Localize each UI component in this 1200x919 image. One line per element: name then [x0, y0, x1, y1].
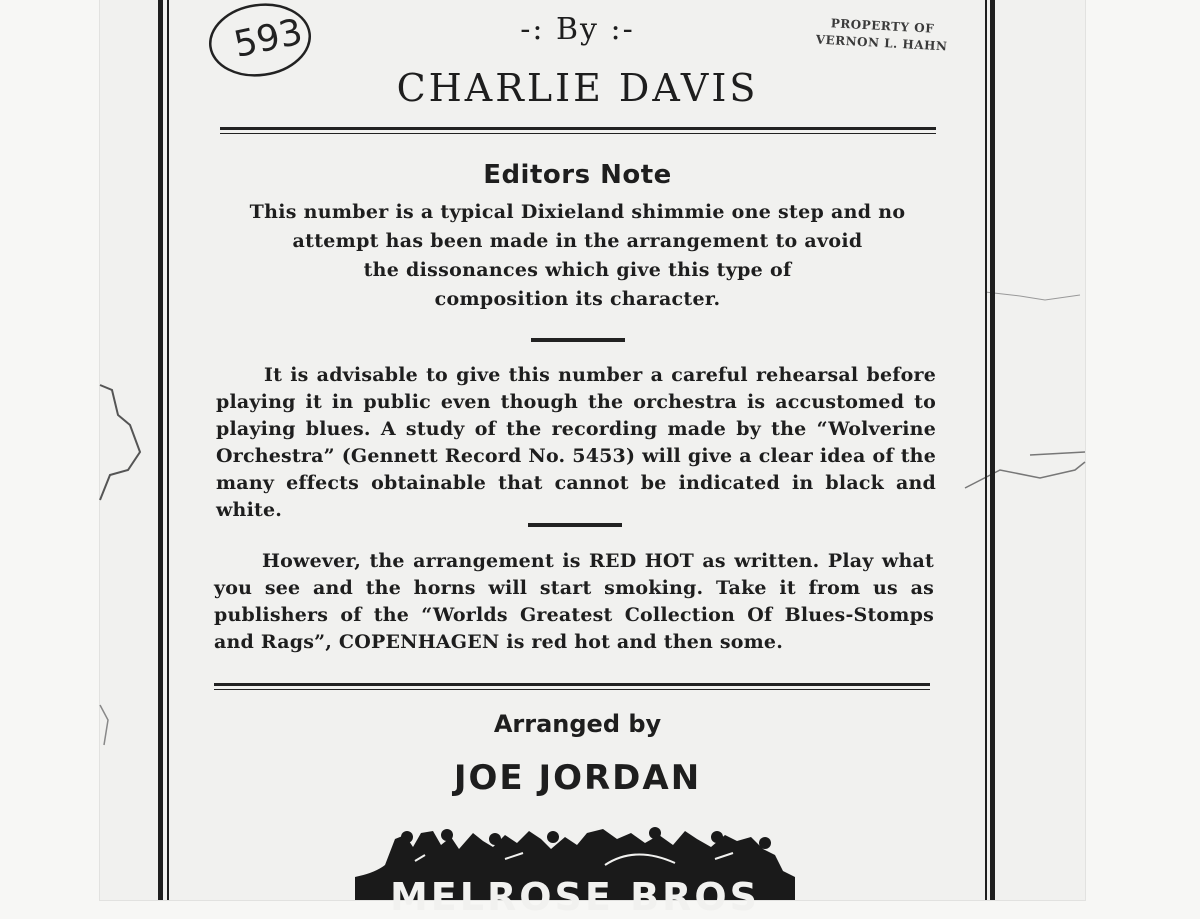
- editors-note-heading: Editors Note: [483, 160, 672, 190]
- divider-top: [220, 127, 936, 134]
- note-line: attempt has been made in the arrangement to avoid: [292, 230, 863, 252]
- border-line-left-outer: [158, 0, 163, 900]
- stamp-line-2: VERNON L. HAHN: [815, 32, 948, 54]
- border-line-right-inner: [985, 0, 987, 900]
- handwritten-number-text: 593: [230, 11, 307, 66]
- arranger-name: JOE JORDAN: [453, 758, 702, 798]
- byline: -: By :-: [520, 12, 635, 47]
- stamp-line-1: PROPERTY OF: [830, 16, 935, 36]
- short-divider-2: [528, 523, 622, 527]
- note-line: composition its character.: [434, 288, 721, 310]
- publisher-logo-text: MELROSE BROS: [389, 875, 760, 919]
- divider-bottom: [214, 683, 930, 690]
- publisher-logo: [355, 825, 795, 919]
- paragraph-3-text: However, the arrangement is RED HOT as written. Play what you see and the horns will start smoking. Take it from us as publishers of the “Worlds Greatest Collection Of Blues-Stomps and Rags”, COPENHAGEN is red hot and then some.: [214, 550, 934, 653]
- short-divider-1: [531, 338, 625, 342]
- composer-name: CHARLIE DAVIS: [396, 66, 759, 110]
- border-line-left-inner: [167, 0, 169, 900]
- editors-note-paragraph-1: [170, 198, 985, 314]
- paragraph-2-text: It is advisable to give this number a careful rehearsal before playing it in public even though the orchestra is accustomed to playing blues. A study of the recording made by the “Wolverine Orchestra” (Gennett Record No. 5453) will give a clear idea of the many effects obtainable that cannot be indicated in black and white.: [216, 364, 936, 521]
- editors-note-paragraph-2: [216, 362, 936, 524]
- note-line: the dissonances which give this type of: [363, 259, 792, 281]
- editors-note-paragraph-3: [214, 548, 934, 656]
- border-line-right-outer: [990, 0, 995, 900]
- arranged-by-label: Arranged by: [493, 710, 662, 738]
- note-line: This number is a typical Dixieland shimmie one step and no: [249, 201, 906, 223]
